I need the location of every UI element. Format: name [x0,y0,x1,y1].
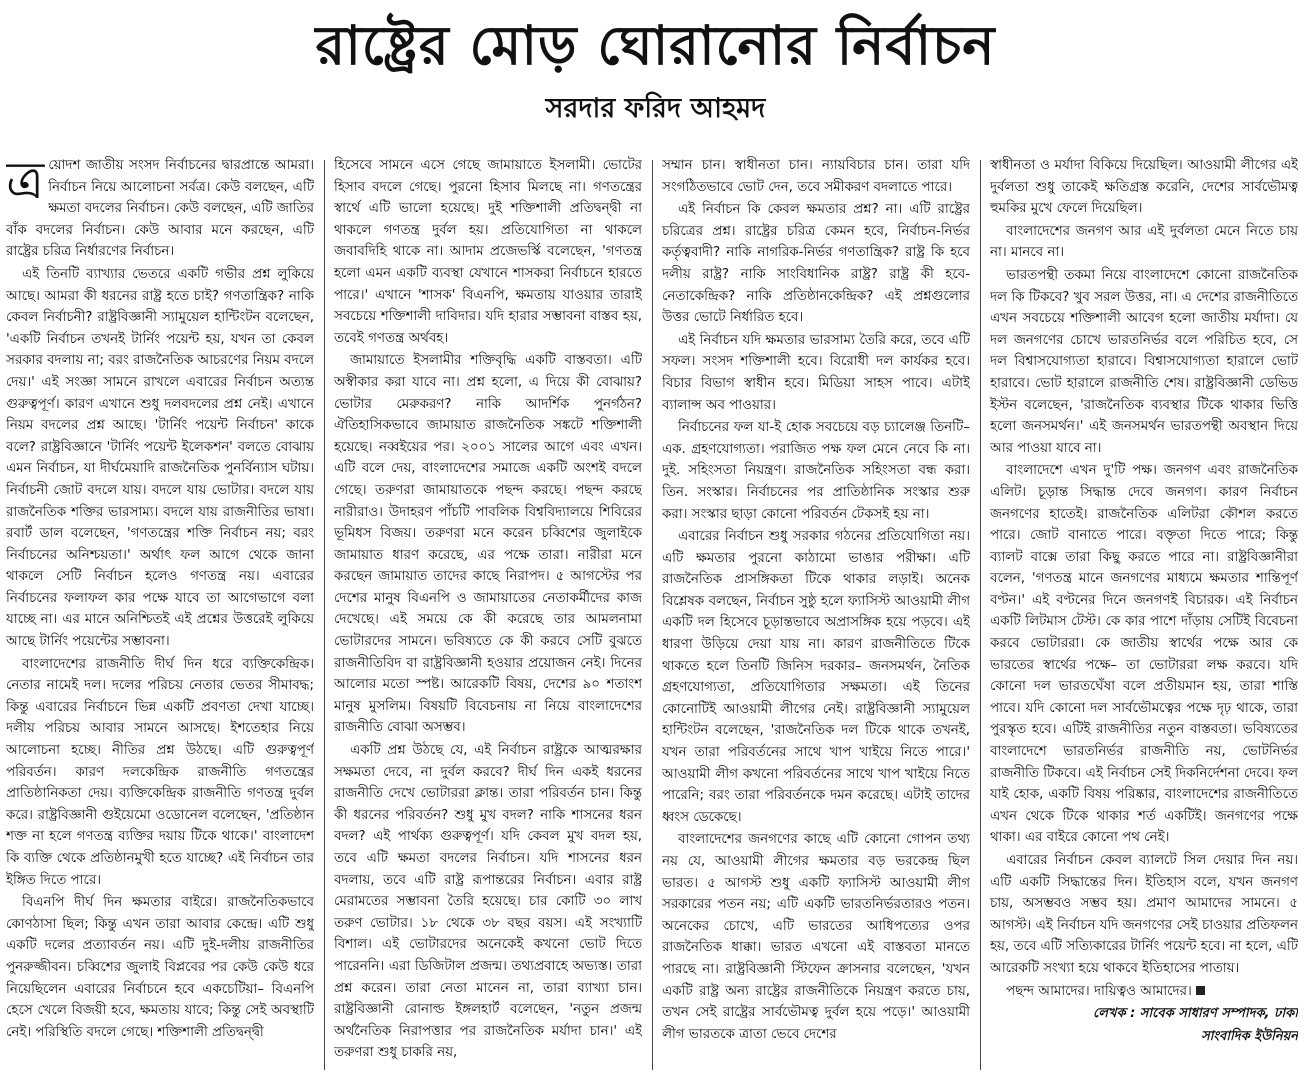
column-2 [334,155,642,1070]
paragraph: বাংলাদেশের রাজনীতি দীর্ঘ দিন ধরে ব্যক্তিকেন্দ্রিক। নেতার নামেই দল। দলের পরিচয় নেতার ভেতর সীমাবদ্ধ; কিন্তু এবারের নির্বাচনে ভিন্ন একটি প্রবণতা দেখা যাচ্ছে। দলীয় পরিচয় আবার সামনে আসছে। ইশতেহার নিয়ে আলোচনা হচ্ছে। নীতির প্রশ্ন উঠছে। এটি গুরুত্বপূর্ণ পরিবর্তন। কারণ দলকেন্দ্রিক রাজনীতি গণতন্ত্রের প্রাতিষ্ঠানিকতা দেয়। ব্যক্তিকেন্দ্রিক রাজনীতি গণতন্ত্র দুর্বল করে। রাষ্ট্রবিজ্ঞানী গুইয়েমো ওডোনেল বলেছেন, 'প্রতিষ্ঠান শক্ত না হলে গণতন্ত্র ব্যক্তির দয়ায় টিকে থাকে।' বাংলাদেশ কি ব্যক্তি থেকে প্রতিষ্ঠানমুখী হতে যাচ্ছে? এই নির্বাচন তার ইঙ্গিত দিতে পারে। [6,656,314,888]
column-rule [324,160,325,1070]
column-1 [6,155,314,1070]
column-3 [662,155,970,1070]
drop-cap: ত্র [6,155,45,211]
paragraph: জামায়াতে ইসলামীর শক্তিবৃদ্ধি একটি বাস্তবতা। এটি অস্বীকার করা যাবে না। প্রশ্ন হলো, এ দিয়ে কী বোঝায়? ভোটার মেরুকরণ? নাকি আদর্শিক পুনর্গঠন? ঐতিহাসিকভাবে জামায়াত রাজনৈতিক সঙ্কটে শক্তিশালী হয়েছে। নব্বইয়ের পর। ২০০১ সালের আগে এবং এখন। এটি বলে দেয়, বাংলাদেশের সমাজে একটি অংশই বদলে গেছে। তরুণরা জামায়াতকে পছন্দ করছে। পছন্দ করছে নারীরাও। উদাহরণ পাঁচটি পাবলিক বিশ্ববিদ্যালয়ে শিবিরের ভূমিধস বিজয়। তরুণরা মনে করেন চব্বিশের জুলাইকে জামায়াত ধারণ করেছে, এর পক্ষে তারা। নারীরা মনে করছেন জামায়াত তাদের কাছে নিরাপদ। ৫ আগস্টের পর দেশের মানুষ বিএনপি ও জামায়াতের নেতাকর্মীদের কাজ দেখেছে। এই সময়ে কে কী করেছে তার আমলনামা ভোটারদের সামনে। ভবিষ্যতে কে কী করবে সেটি বুঝতে রাজনীতিবিদ বা রাষ্ট্রবিজ্ঞানী হওয়ার প্রয়োজন নেই। দিনের আলোর মতো স্পষ্ট। আরেকটি বিষয়, দেশের ৯০ শতাংশ মানুষ মুসলিম। বিষয়টি বিবেচনায় না নিয়ে বাংলাদেশের রাজনীতি বোঝা অসম্ভব। [334,353,642,736]
paragraph: নির্বাচনের ফল যা-ই হোক সবচেয়ে বড় চ্যালেঞ্জ তিনটি– এক. গ্রহণযোগ্যতা। পরাজিত পক্ষ ফল মেনে নেবে কি না। দুই. সহিংসতা নিয়ন্ত্রণ। রাজনৈতিক সহিংসতা বন্ধ করা। তিন. সংস্কার। নির্বাচনের পর প্রাতিষ্ঠানিক সংস্কার শুরু করা। সংস্কার ছাড়া কোনো পরিবর্তন টেকসই হয় না। [662,420,970,522]
paragraph: এই নির্বাচন যদি ক্ষমতার ভারসাম্য তৈরি করে, তবে এটি সফল। সংসদ শক্তিশালী হবে। বিরোধী দল কার্যকর হবে। বিচার বিভাগ স্বাধীন হবে। মিডিয়া সাহস পাবে। এটাই ব্যালান্স অব পাওয়ার। [662,332,970,413]
author-credit: লেখক : সাবেক সাধারণ সম্পাদক, ঢাকা [1092,1006,1298,1022]
paragraph: বিএনপি দীর্ঘ দিন ক্ষমতার বাইরে। রাজনৈতিকভাবে কোণঠাসা ছিল; কিন্তু এখন তারা আবার কেন্দ্রে। এটি শুধু একটি দলের প্রত্যাবর্তন নয়। এটি দুই-দলীয় রাজনীতির পুনরুজ্জীবন। চব্বিশের জুলাই বিপ্লবের পর কেউ কেউ ধরে নিয়েছিলেন এবারের নির্বাচনে হবে একচেটিয়া– বিএনপি হেসে খেলে বিজয়ী হবে, ক্ষমতায় যাবে; কিন্তু সেই অবস্থাটি নেই। পরিস্থিতি বদলে গেছে। শক্তিশালী প্রতিদ্বন্দ্বী [6,895,314,1040]
paragraph: এবারের নির্বাচন কেবল ব্যালটে সিল দেয়ার দিন নয়। এটি একটি সিদ্ধান্তের দিন। ইতিহাস বলে, যখন জনগণ চায়, অসম্ভবও সম্ভব হয়। প্রমাণ আমাদের সামনে। ৫ আগস্ট। এই নির্বাচন যদি জনগণের সেই চাওয়ার প্রতিফলন হয়, তবে এটি সত্যিকারের টার্নিং পয়েন্ট হবে। না হলে, এটি আরেকটি সংখ্যা হয়ে থাকবে ইতিহাসের পাতায়। [990,853,1298,976]
column-4 [990,155,1298,1070]
column-rule [652,160,653,1070]
paragraph: একটি প্রশ্ন উঠছে যে, এই নির্বাচন রাষ্ট্রকে আত্মরক্ষার সক্ষমতা দেবে, না দুর্বল করবে? দীর্ঘ দিন একই ধরনের রাজনীতি দেখে ভোটাররা ক্লান্ত। তারা পরিবর্তন চান। কিন্তু কী ধরনের পরিবর্তন? শুধু মুখ বদল? নাকি শাসনের ধরন বদল? এই পার্থক্য গুরুত্বপূর্ণ। যদি কেবল মুখ বদল হয়, তবে এটি ক্ষমতা বদলের নির্বাচন। যদি শাসনের ধরন বদলায়, তবে এটি রাষ্ট্র রূপান্তরের নির্বাচন। এবার রাষ্ট্র মেরামতের সম্ভাবনা তৈরি হয়েছে। চার কোটি ৩০ লাখ তরুণ ভোটার। ১৮ থেকে ৩৮ বছর বয়স। এই সংখ্যাটি বিশাল। এই ভোটারদের অনেকেই কখনো ভোট দিতে পারেননি। এরা ডিজিটাল প্রজন্ম। তথ্যপ্রবাহে অভ্যস্ত। তারা প্রশ্ন করেন। তারা নেতা মানেন না, তারা ব্যাখ্যা চান। রাষ্ট্রবিজ্ঞানী রোনাল্ড ইঙ্গলহার্ট বলেছেন, 'নতুন প্রজন্ম অর্থনৈতিক নিরাপত্তার পর রাজনৈতিক মর্যাদা চান।' এই তরুণরা শুধু চাকরি নয়, [334,743,642,1061]
paragraph: এবারের নির্বাচন শুধু সরকার গঠনের প্রতিযোগিতা নয়। এটি ক্ষমতার পুরনো কাঠামো ভাঙার পরীক্ষা। এটি রাজনৈতিক প্রাসঙ্গিকতা টিকে থাকার লড়াই। অনেক বিশ্লেষক বলছেন, নির্বাচন সুষ্ঠু হলে ফ্যাসিস্ট আওয়ামী লীগ একটি দল হিসেবে চূড়ান্তভাবে অপ্রাসঙ্গিক হয়ে পড়বে। এই ধারণা উড়িয়ে দেয়া যায় না। কারণ রাজনীতিতে টিকে থাকতে হলে তিনটি জিনিস দরকার– জনসমর্থন, নৈতিক গ্রহণযোগ্যতা, প্রতিযোগিতার সক্ষমতা। এই তিনের কোনোটিই আওয়ামী লীগের নেই। রাষ্ট্রবিজ্ঞানী স্যামুয়েল হান্টিংটন বলেছেন, 'রাজনৈতিক দল টিকে থাকে তখনই, যখন তারা পরিবর্তনের সাথে খাপ খাইয়ে নিতে পারে।' আওয়ামী লীগ কখনো পরিবর্তনের সাথে খাপ খাইয়ে নিতে পারেনি; বরং তারা পরিবর্তনকে দমন করেছে। এটাই তাদের ধ্বংস ডেকেছে। [662,529,970,825]
paragraph: পছন্দ আমাদের। দায়িত্বও আমাদের। [990,981,1298,1003]
author-credit-2: সাংবাদিক ইউনিয়ন [1201,1028,1298,1044]
paragraph: স্বাধীনতা ও মর্যাদা বিকিয়ে দিয়েছিল। আওয়ামী লীগের এই দুর্বলতা শুধু তাকেই ক্ষতিগ্রস্ত করেনি, দেশের সার্বভৌমত্ব হুমকির মুখে ফেলে দিয়েছিল। [990,158,1298,217]
paragraph: সম্মান চান। স্বাধীনতা চান। ন্যায়বিচার চান। তারা যদি সংগঠিতভাবে ভোট দেন, তবে সমীকরণ বদলাতে পারে। [662,158,970,195]
paragraph: হিসেবে সামনে এসে গেছে জামায়াতে ইসলামী। ভোটের হিসাব বদলে গেছে। পুরনো হিসাব মিলছে না। গণতন্ত্রের স্বার্থে এটি ভালো হয়েছে। দুই শক্তিশালী প্রতিদ্বন্দ্বী না থাকলে গণতন্ত্র দুর্বল হয়। প্রতিযোগিতা না থাকলে জবাবদিহি থাকে না। আদাম প্রজেভর্স্কি বলেছেন, 'গণতন্ত্র হলো এমন একটি ব্যবস্থা যেখানে শাসকরা নির্বাচনে হারতে পারে।' এখানে 'শাসক' বিএনপি, ক্ষমতায় যাওয়ার তারাই সবচেয়ে শক্তিশালী দাবিদার। যদি হারার সম্ভাবনা বাস্তব হয়, তবেই গণতন্ত্র অর্থবহ। [334,158,642,346]
paragraph: বাংলাদেশের জনগণের কাছে এটি কোনো গোপন তথ্য নয় যে, আওয়ামী লীগের ক্ষমতার বড় ভরকেন্দ্র ছিল ভারত। ৫ আগস্ট শুধু একটি ফ্যাসিস্ট আওয়ামী লীগ সরকারের পতন নয়; এটি একটি ভারতনির্ভরতারও পতন। অনেকের চোখে, এটি ভারতের আধিপত্যের ওপর রাজনৈতিক ধাক্কা। ভারত এখনো এই বাস্তবতা মানতে পারছে না। রাষ্ট্রবিজ্ঞানী স্টিফেন ক্রাসনার বলেছেন, 'যখন একটি রাষ্ট্র অন্য রাষ্ট্রের রাজনীতিকে নিয়ন্ত্রণ করতে চায়, তখন সেই রাষ্ট্রের সার্বভৌমত্ব দুর্বল হয়ে পড়ে।' আওয়ামী লীগ ভারতকে ত্রাতা ভেবে দেশের [662,832,970,1042]
end-mark-icon [1196,986,1205,995]
paragraph: ভারতপন্থী তকমা নিয়ে বাংলাদেশে কোনো রাজনৈতিক দল কি টিকবে? খুব সরল উত্তর, না। এ দেশের রাজনীতিতে এখন সবচেয়ে শক্তিশালী আবেগ হলো জাতীয় মর্যাদা। যে দল জনগণের চোখে ভারতনির্ভর বলে পরিচিত হবে, সে দল বিশ্বাসযোগ্যতা হারাবে। বিশ্বাসযোগ্যতা হারালে ভোট হারাবে। ভোট হারালে রাজনীতি শেষ। রাষ্ট্রবিজ্ঞানী ডেভিড ইস্টন বলেছেন, 'রাজনৈতিক ব্যবস্থার টিকে থাকার ভিত্তি হলো জনসমর্থন।' এই জনসমর্থন ভারতপন্থী অবস্থান দিয়ে আর পাওয়া যাবে না। [990,267,1298,456]
paragraph: এই নির্বাচন কি কেবল ক্ষমতার প্রশ্ন? না। এটি রাষ্ট্রের চরিত্রের প্রশ্ন। রাষ্ট্রের চরিত্র কেমন হবে, নির্বাচন-নির্ভর কর্তৃত্ববাদী? নাকি নাগরিক-নির্ভর গণতান্ত্রিক? রাষ্ট্র কি হবে দলীয় রাষ্ট্র? নাকি সাংবিধানিক রাষ্ট্র? রাষ্ট্র কী হবে-নেতাকেন্দ্রিক? নাকি প্রতিষ্ঠানকেন্দ্রিক? এই প্রশ্নগুলোর উত্তর ভোটে নির্ধারিত হবে। [662,202,970,326]
headline: রাষ্ট্রের মোড় ঘোরানোর নির্বাচন [315,14,996,77]
paragraph: বাংলাদেশে এখন দু'টি পক্ষ। জনগণ এবং রাজনৈতিক এলিট। চূড়ান্ত সিদ্ধান্ত দেবে জনগণ। কারণ নির্বাচন জনগণের হাতেই। রাজনৈতিক এলিটরা কৌশল করতে পারে। জোট বানাতে পারে। বক্তৃতা দিতে পারে; কিন্তু ব্যালট বাক্সে তারা কিছু করতে পারে না। রাষ্ট্রবিজ্ঞানীরা বলেন, 'গণতন্ত্র মানে জনগণের মাধ্যমে ক্ষমতার শান্তিপূর্ণ বণ্টন।' এই বণ্টনের দিনে জনগণই বিচারক। এই নির্বাচন একটি লিটমাস টেস্ট। কে কার পাশে দাঁড়ায় সেটিই বিবেচনা করবে ভোটাররা। কে জাতীয় স্বার্থের পক্ষে আর কে ভারতের স্বার্থের পক্ষে– তা ভোটাররা লক্ষ করবে। যদি কোনো দল ভারতঘেঁষা বলে প্রতীয়মান হয়, তারা শাস্তি পাবে। যদি কোনো দল সার্বভৌমত্বের পক্ষে দৃঢ় থাকে, তারা পুরস্কৃত হবে। এটিই রাজনীতির নতুন বাস্তবতা। ভবিষ্যতের বাংলাদেশে ভারতনির্ভর রাজনীতি নয়, ভোটনির্ভর রাজনীতি টিকবে। এই নির্বাচন সেই দিকনির্দেশনা দেবে। ফল যাই হোক, একটি বিষয় পরিষ্কার, বাংলাদেশের রাজনীতিতে এখন থেকে টিকে থাকার শর্ত একটিই। জনগণের পক্ষে থাকা। এর বাইরে কোনো পথ নেই। [990,463,1298,846]
paragraph: ত্র য়োদশ জাতীয় সংসদ নির্বাচনের দ্বারপ্রান্তে আমরা। নির্বাচন নিয়ে আলোচনা সর্বত্র। কেউ বলছেন, এটি ক্ষমতা বদলের নির্বাচন। কেউ বলছেন, এটি জাতির বাঁক বদলের নির্বাচন। কেউ আবার মনে করছেন, এটি রাষ্ট্রের চরিত্র নির্ধারণের নির্বাচন। [6,155,314,260]
byline: সরদার ফরিদ আহমদ [545,93,766,124]
paragraph: এই তিনটি ব্যাখ্যার ভেতরে একটি গভীর প্রশ্ন লুকিয়ে আছে। আমরা কী ধরনের রাষ্ট্র হতে চাই? গণতান্ত্রিক? নাকি কেবল নির্বাচনী? রাষ্ট্রবিজ্ঞানী স্যামুয়েল হান্টিংটন বলেছেন, 'একটি নির্বাচন তখনই টার্নিং পয়েন্ট হয়, যখন তা কেবল সরকার বদলায় না; বরং রাজনৈতিক আচরণের নিয়ম বদলে দেয়।' এই সংজ্ঞা সামনে রাখলে এবারের নির্বাচন অত্যন্ত গুরুত্বপূর্ণ। কারণ এখানে শুধু দলবদলের প্রশ্ন নেই। এখানে নিয়ম বদলের প্রশ্ন আছে। 'টার্নিং পয়েন্ট নির্বাচন' কাকে বলে? রাষ্ট্রবিজ্ঞানে 'টার্নিং পয়েন্ট ইলেকশন' বলতে বোঝায় এমন নির্বাচন, যা দীর্ঘমেয়াদি রাজনৈতিক পুনর্বিন্যাস ঘটায়। নির্বাচনী জোট বদলে যায়। বদলে যায় ভোটার। বদলে যায় রাজনৈতিক শক্তির ভারসাম্য। বদলে যায় রাজনীতির ভাষা। রবার্ট ডাল বলেছেন, 'গণতন্ত্রের শক্তি নির্বাচন নয়; বরং নির্বাচনের অনিশ্চয়তা।' অর্থাৎ ফল আগে থেকে জানা থাকলে সেটি নির্বাচন হলেও গণতন্ত্র নয়। এবারের নির্বাচনের ফলাফল কার পক্ষে যাবে তা আগেভাগে বলা যাচ্ছে না। এর মানে অনিশ্চিতই এই প্রশ্নের উত্তরেই লুকিয়ে আছে টার্নিং পয়েন্টের সম্ভাবনা। [6,266,314,650]
column-rule [980,160,981,1070]
paragraph: বাংলাদেশের জনগণ আর এই দুর্বলতা মেনে নিতে চায় না। মানবে না। [990,223,1298,261]
